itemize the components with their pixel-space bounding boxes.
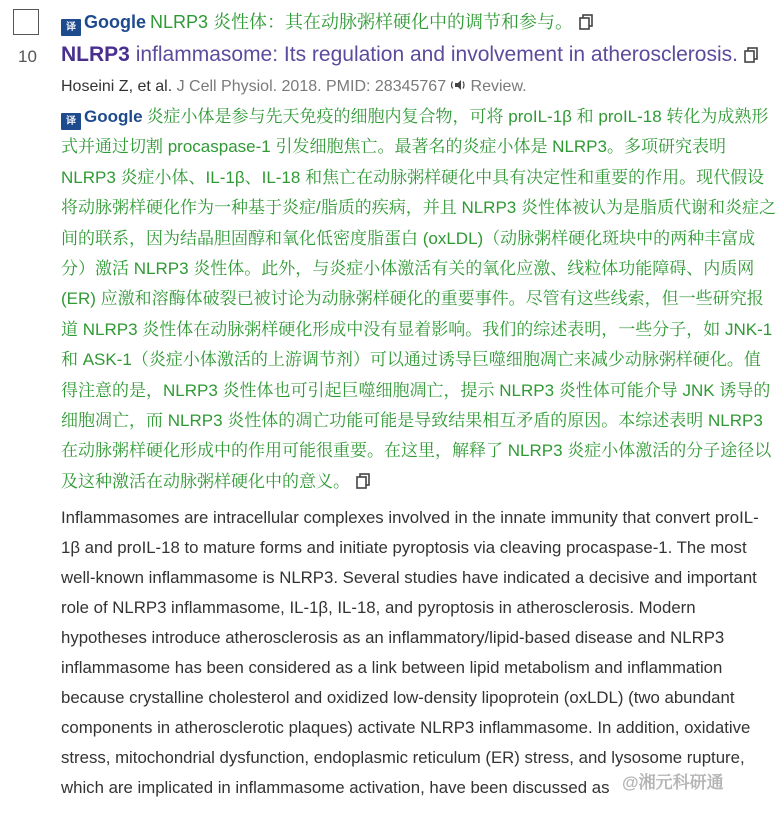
google-translate-icon: 译 <box>61 113 81 130</box>
title-rest: inflammasome: Its regulation and involvement in atherosclerosis. <box>129 43 738 66</box>
article-title-link[interactable] <box>61 39 777 72</box>
speaker-icon[interactable] <box>450 74 466 100</box>
copy-icon[interactable] <box>744 41 758 72</box>
translated-abstract <box>61 102 777 499</box>
google-label: Google <box>84 12 146 32</box>
translated-abstract-text: 炎症小体是参与先天免疫的细胞内复合物，可将 proIL-1β 和 proIL-18 转化为成熟形式并通过切割 procaspase-1 引发细胞焦亡。最著名的炎症小体是 NLRP3。多项研究表明 NLRP3 炎症小体、IL-1β、IL-18 和焦亡在动脉粥样硬化中具有决定性和重要的作用。现代假设将动脉粥样硬化作为一种基于炎症/脂质的疾病，并且 NLRP3 炎性体被认为是脂质代谢和炎症之间的联系，因为结晶胆固醇和氧化低密度脂蛋白 (oxLDL)（动脉粥样硬化斑块中的两种丰富成分）激活 NLRP3 炎性体。此外，与炎症小体激活有关的氧化应激、线粒体功能障碍、内质网 (ER) 应激和溶酶体破裂已被讨论为动脉粥样硬化的重要事件。尽管有这些线索，但一些研究报道 NLRP3 炎性体在动脉粥样硬化形成中没有显着影响。我们的综述表明，一些分子，如 JNK-1 和 ASK-1（炎症小体激活的上游调节剂）可以通过诱导巨噬细胞凋亡来减少动脉粥样硬化。值得注意的是，NLRP3 炎性体也可引起巨噬细胞凋亡，提示 NLRP3 炎性体可能介导 JNK 诱导的细胞凋亡，而 NLRP3 炎性体的凋亡功能可能是导致结果相互矛盾的原因。本综述表明 NLRP3 在动脉粥样硬化形成中的作用可能很重要。在这里，解释了 NLRP3 炎症小体激活的分子途径以及这种激活在动脉粥样硬化中的意义。 <box>61 107 776 491</box>
translated-title: NLRP3 炎性体：其在动脉粥样硬化中的调节和参与。 <box>150 12 574 32</box>
abstract-english: Inflammasomes are intracellular complexes involved in the innate immunity that convert proIL-1β and proIL-18 to mature forms and initiate pyroptosis via cleaving procaspase-1. The most well-known inflammasome is NLRP3. Several studies have indicated a decisive and important role of NLRP3 inflammasome, IL-1β, IL-18, and pyroptosis in atherosclerosis. Modern hypotheses introduce atherosclerosis as an inflammatory/lipid-based disease and NLRP3 inflammasome has been considered as a link between lipid metabolism and inflammation because crystalline cholesterol and oxidized low-density lipoprotein (oxLDL) (two abundant components in atherosclerotic plaques) activate NLRP3 inflammasome. In addition, oxidative stress, mitochondrial dysfunction, endoplasmic reticulum (ER) stress, and lysosome rupture, which are implicated in inflammasome activation, have been discussed as <box>61 508 759 798</box>
translated-title-row <box>61 8 777 38</box>
copy-icon[interactable] <box>579 10 593 38</box>
result-number: 10 <box>18 47 37 66</box>
citation-meta <box>61 74 777 100</box>
copy-icon[interactable] <box>356 469 370 499</box>
watermark: @湘元科研通 <box>622 768 724 793</box>
google-label: Google <box>84 107 143 126</box>
title-bold: NLRP3 <box>61 43 130 66</box>
journal-info: J Cell Physiol. 2018. PMID: 28345767 <box>172 78 447 95</box>
select-checkbox[interactable] <box>13 9 39 35</box>
authors: Hoseini Z, et al. <box>61 78 173 95</box>
article-type: Review. <box>470 78 527 95</box>
google-translate-icon: 译 <box>61 19 81 36</box>
search-result <box>61 8 777 803</box>
